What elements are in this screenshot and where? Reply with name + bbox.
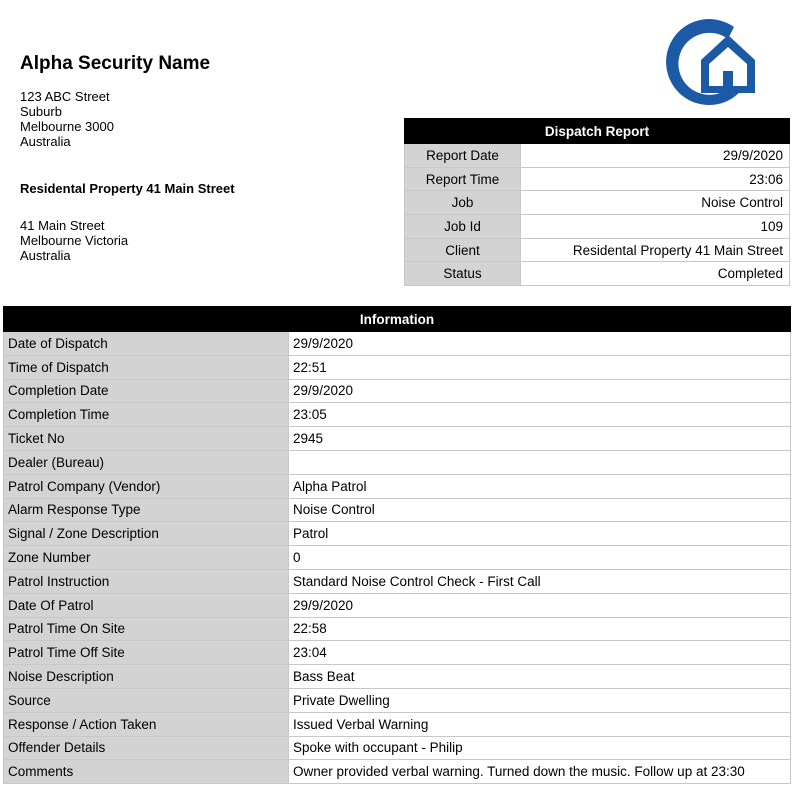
table-row — [4, 688, 791, 712]
row-value: 29/9/2020 — [289, 332, 791, 356]
table-row — [4, 569, 791, 593]
row-value: Private Dwelling — [289, 688, 791, 712]
row-value: Alpha Patrol — [289, 474, 791, 498]
row-label: Date of Dispatch — [4, 332, 289, 356]
row-label: Response / Action Taken — [4, 712, 289, 736]
row-value: Bass Beat — [289, 665, 791, 689]
table-row — [4, 498, 791, 522]
row-label: Zone Number — [4, 546, 289, 570]
address-line: Australia — [20, 248, 71, 263]
company-name: Alpha Security Name — [20, 53, 211, 74]
table-row — [4, 712, 791, 736]
site-address — [20, 218, 128, 263]
row-value: 29/9/2020 — [289, 379, 791, 403]
row-value: 23:05 — [289, 403, 791, 427]
table-row — [4, 736, 791, 760]
address-line: 123 ABC Street — [20, 89, 110, 104]
row-value: 2945 — [289, 427, 791, 451]
row-label: Noise Description — [4, 665, 289, 689]
address-line: 41 Main Street — [20, 218, 105, 233]
row-value: 23:04 — [289, 641, 791, 665]
dispatch-report-table — [404, 118, 790, 286]
row-value: Residental Property 41 Main Street — [521, 238, 790, 262]
address-line: Melbourne 3000 — [20, 119, 114, 134]
row-value: 29/9/2020 — [289, 593, 791, 617]
row-label: Completion Date — [4, 379, 289, 403]
row-value: Noise Control — [521, 191, 790, 215]
row-label: Signal / Zone Description — [4, 522, 289, 546]
table-title: Information — [4, 307, 791, 332]
row-label: Alarm Response Type — [4, 498, 289, 522]
row-value: Owner provided verbal warning. Turned down the music. Follow up at 23:30 — [289, 760, 791, 784]
row-value: 109 — [521, 215, 790, 239]
row-label: Completion Time — [4, 403, 289, 427]
row-value: 22:51 — [289, 355, 791, 379]
row-label: Patrol Time Off Site — [4, 641, 289, 665]
table-row — [4, 403, 791, 427]
row-value — [289, 450, 791, 474]
row-label: Source — [4, 688, 289, 712]
row-label: Report Time — [405, 167, 521, 191]
table-row — [4, 593, 791, 617]
row-value: 29/9/2020 — [521, 144, 790, 168]
row-label: Report Date — [405, 144, 521, 168]
information-table — [3, 306, 791, 784]
row-label: Job — [405, 191, 521, 215]
table-row — [4, 665, 791, 689]
row-value: Noise Control — [289, 498, 791, 522]
table-title: Dispatch Report — [405, 119, 790, 144]
row-value: 0 — [289, 546, 791, 570]
row-label: Client — [405, 238, 521, 262]
row-label: Job Id — [405, 215, 521, 239]
row-label: Date Of Patrol — [4, 593, 289, 617]
row-label: Status — [405, 262, 521, 286]
row-value: Issued Verbal Warning — [289, 712, 791, 736]
row-label: Patrol Company (Vendor) — [4, 474, 289, 498]
table-row — [4, 760, 791, 784]
table-row — [405, 167, 790, 191]
address-line: Melbourne Victoria — [20, 233, 129, 248]
row-value: Patrol — [289, 522, 791, 546]
address-line: Suburb — [20, 104, 62, 119]
row-label: Offender Details — [4, 736, 289, 760]
table-row — [4, 617, 791, 641]
table-row — [4, 427, 791, 451]
table-row — [4, 450, 791, 474]
table-row — [4, 332, 791, 356]
row-label: Patrol Time On Site — [4, 617, 289, 641]
table-row — [405, 238, 790, 262]
table-row — [4, 474, 791, 498]
row-label: Comments — [4, 760, 289, 784]
table-row — [4, 355, 791, 379]
row-label: Time of Dispatch — [4, 355, 289, 379]
table-row — [4, 546, 791, 570]
row-value: 23:06 — [521, 167, 790, 191]
row-value: 22:58 — [289, 617, 791, 641]
row-value: Standard Noise Control Check - First Call — [289, 569, 791, 593]
table-row — [405, 144, 790, 168]
site-name: Residental Property 41 Main Street — [20, 181, 235, 196]
table-row — [4, 379, 791, 403]
table-row — [405, 191, 790, 215]
address-line: Australia — [20, 134, 71, 149]
company-address — [20, 89, 114, 149]
row-label: Dealer (Bureau) — [4, 450, 289, 474]
house-logo-icon — [664, 8, 770, 110]
row-value: Completed — [521, 262, 790, 286]
table-row — [405, 262, 790, 286]
table-row — [4, 641, 791, 665]
table-row — [4, 522, 791, 546]
row-value: Spoke with occupant - Philip — [289, 736, 791, 760]
row-label: Ticket No — [4, 427, 289, 451]
table-row — [405, 215, 790, 239]
row-label: Patrol Instruction — [4, 569, 289, 593]
